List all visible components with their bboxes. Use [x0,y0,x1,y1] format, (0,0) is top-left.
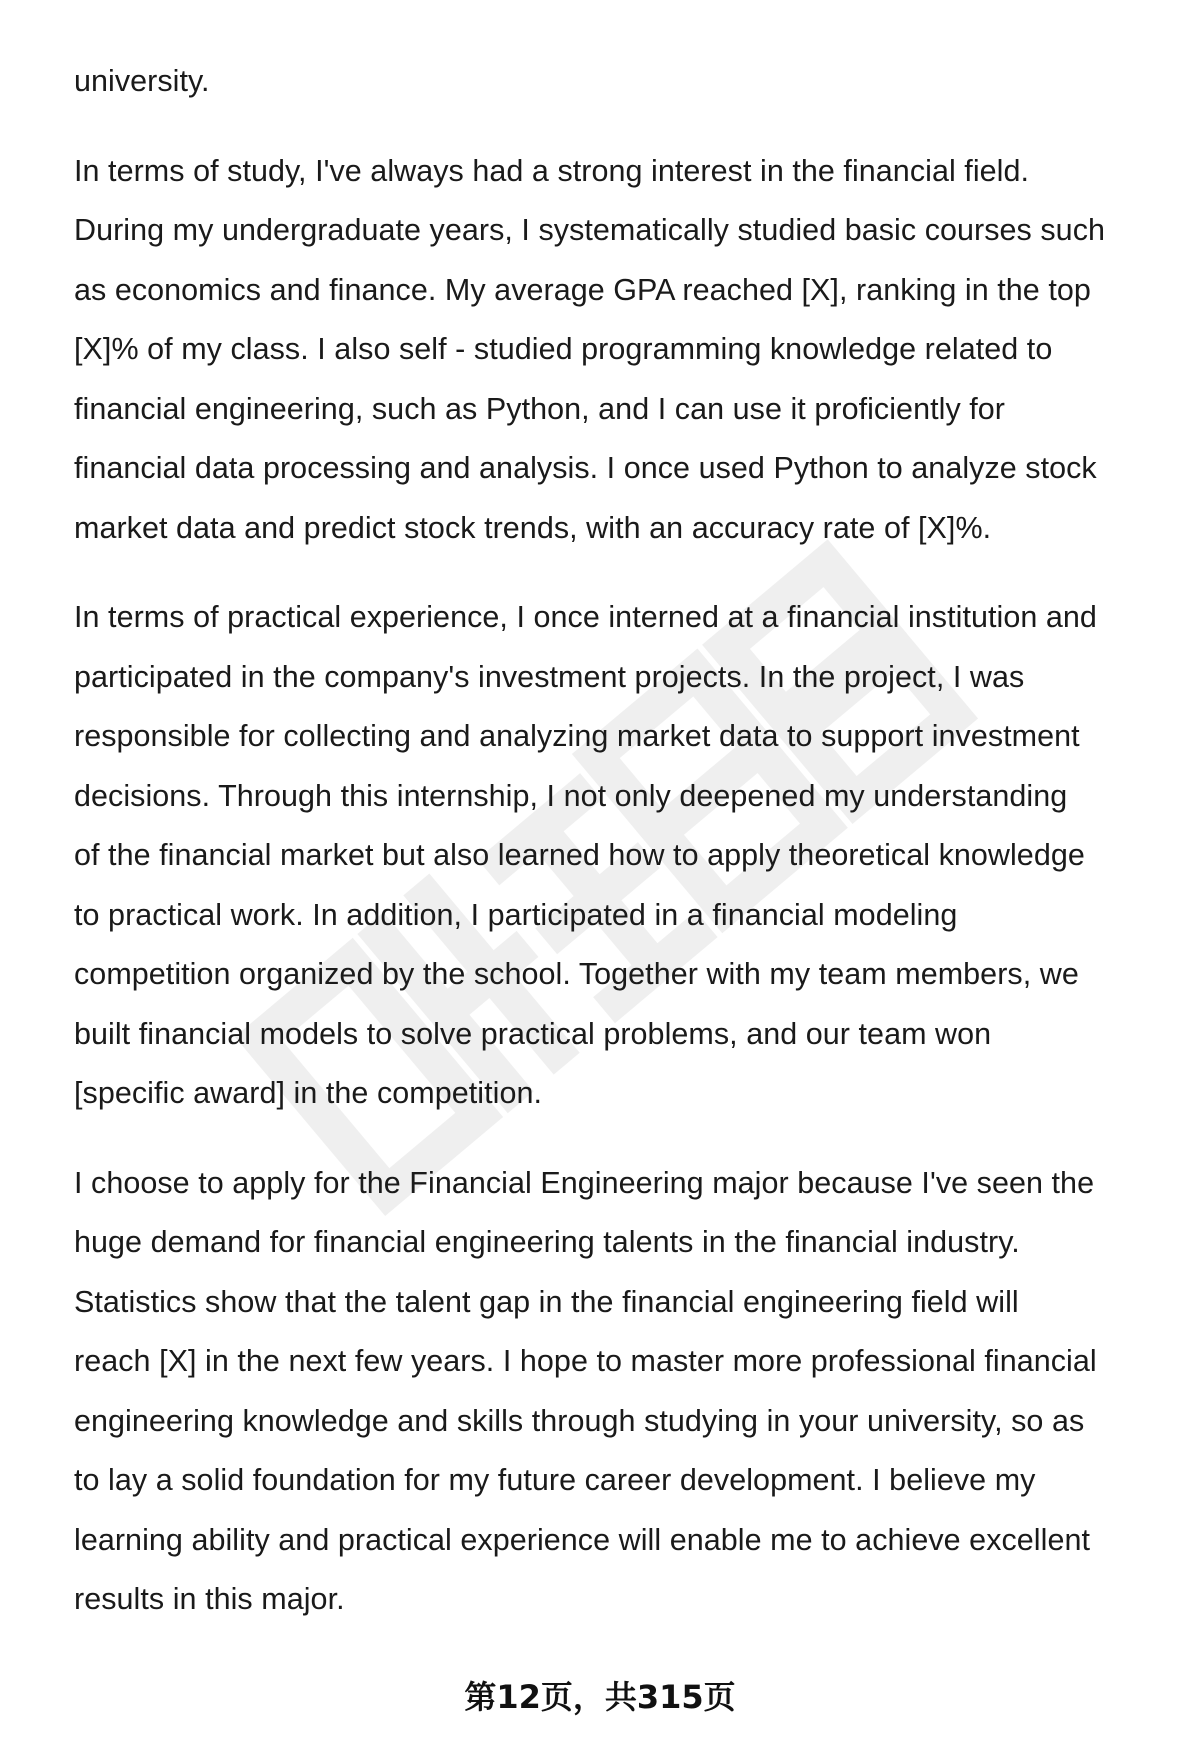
text-line: participated in the company's investment projects. In the project, I was [74,659,1025,694]
paragraph [74,588,1164,1124]
paragraph [74,52,1164,112]
text-line: competition organized by the school. Together with my team members, we [74,957,1079,991]
text-line: In terms of practical experience, I once interned at a financial institution and [74,600,1097,634]
text-line: to practical work. In addition, I participated in a financial modeling [74,897,958,932]
text-line: [specific award] in the competition. [74,1076,542,1110]
paragraph [74,142,1164,559]
text-line: university. [74,64,210,98]
text-line: I choose to apply for the Financial Engineering major because I've seen the [74,1165,1095,1200]
text-line: financial engineering, such as Python, and I can use it proficiently for [74,391,1006,426]
text-line: huge demand for financial engineering talents in the financial industry. [74,1225,1020,1259]
text-line: results in this major. [74,1582,345,1616]
document-page [74,52,1164,1630]
page-number: 第12页，共315页 [464,1678,736,1716]
text-line: financial data processing and analysis. I once used Python to analyze stock [74,451,1097,485]
paragraph-gap [74,558,1164,588]
text-line: built financial models to solve practical problems, and our team won [74,1016,992,1051]
text-line: of the financial market but also learned how to apply theoretical knowledge [74,838,1085,872]
text-line: as economics and finance. My average GPA reached [X], ranking in the top [74,272,1091,307]
text-line: [X]% of my class. I also self - studied programming knowledge related to [74,332,1053,366]
text-line: reach [X] in the next few years. I hope to master more professional financial [74,1344,1097,1378]
paragraph [74,1154,1164,1630]
text-line: engineering knowledge and skills through studying in your university, so as [74,1403,1085,1438]
text-line: market data and predict stock trends, with an accuracy rate of [X]%. [74,510,992,545]
paragraph-gap [74,1124,1164,1154]
text-line: Statistics show that the talent gap in the financial engineering field will [74,1284,1019,1319]
text-line: to lay a solid foundation for my future career development. I believe my [74,1463,1036,1497]
paragraph-gap [74,112,1164,142]
text-line: During my undergraduate years, I systematically studied basic courses such [74,213,1106,247]
text-line: responsible for collecting and analyzing market data to support investment [74,719,1080,753]
text-line: learning ability and practical experience will enable me to achieve excellent [74,1522,1091,1557]
text-line: In terms of study, I've always had a strong interest in the financial field. [74,153,1030,188]
text-line: decisions. Through this internship, I not only deepened my understanding [74,778,1068,813]
